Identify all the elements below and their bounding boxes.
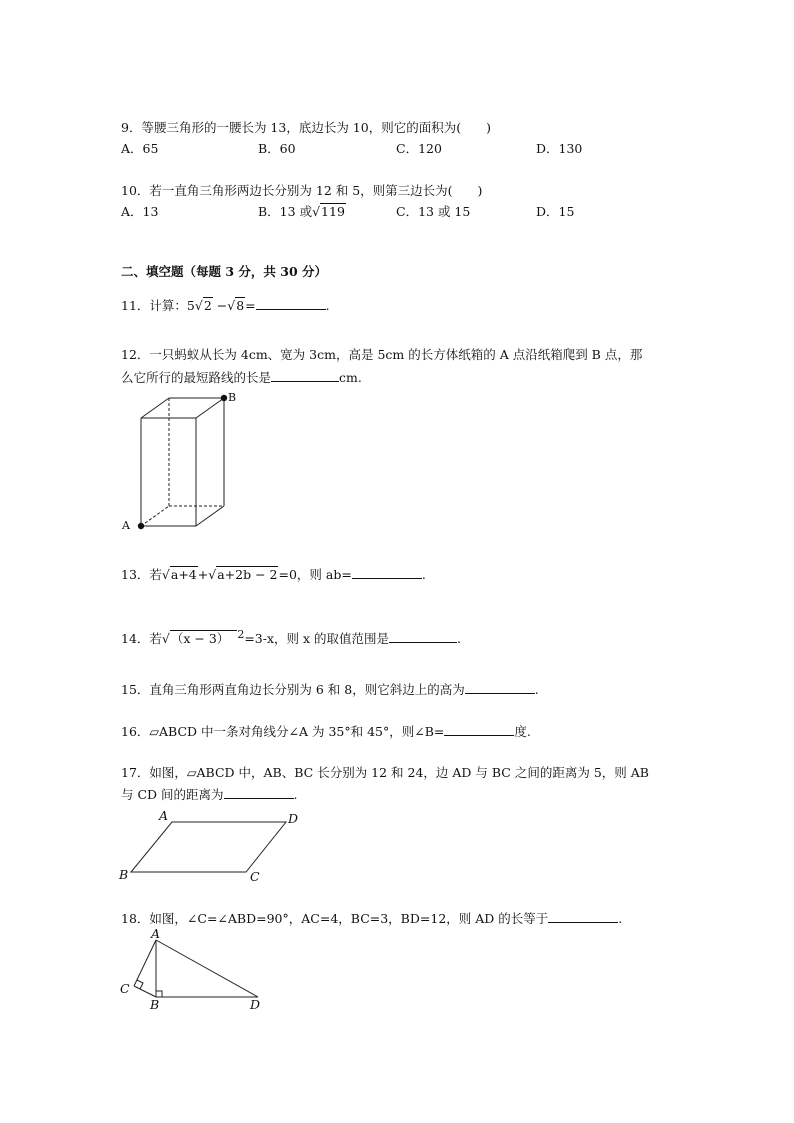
q17-end: . (293, 787, 298, 802)
q17-label-a: A (159, 808, 169, 823)
q11-radicand-2: 8 (236, 298, 245, 313)
q12-line-1: 12．一只蚂蚁从长为 4cm、宽为 3cm，高是 5cm 的长方体纸箱的 A 点沿纸箱爬到 B 点，那 (121, 347, 643, 362)
q14-answer-blank[interactable] (389, 630, 457, 643)
q17-label-b: B (119, 867, 129, 882)
q15-end: . (534, 682, 539, 697)
section-title: 二、填空题（每题 3 分，共 30 分） (121, 264, 328, 279)
q13-plus: + (197, 567, 209, 582)
q10-option-d: D．15 (536, 204, 575, 219)
q17-line-2-prefix: 与 CD 间的距离为 (121, 787, 224, 802)
box-hidden-edge (141, 506, 169, 526)
q16-end: 度. (514, 724, 531, 739)
box-edge (196, 398, 224, 418)
q18-label-c: C (120, 981, 130, 996)
q15-answer-blank[interactable] (465, 681, 535, 694)
q12-answer-blank[interactable] (271, 369, 339, 382)
parallelogram-shape (131, 822, 286, 872)
sqrt-sign: √ (227, 298, 236, 313)
q10-stem: 10．若一直角三角形两边长分别为 12 和 5，则第三边长为( ) (121, 183, 483, 198)
q12-label-a: A (122, 519, 130, 532)
q12-line-2 (121, 369, 362, 386)
q9-option-b: B．60 (258, 141, 296, 156)
q11-answer-blank[interactable] (256, 297, 326, 310)
q18-end: . (618, 911, 623, 926)
q9-option-c: C．120 (396, 141, 442, 156)
q11-radicand-1: 2 (203, 298, 212, 313)
q16 (121, 723, 531, 740)
q14-exponent: 2 (237, 628, 245, 641)
q18-label-d: D (250, 997, 261, 1012)
box-edge (141, 398, 169, 418)
q10-option-a: A．13 (121, 204, 159, 219)
q14 (121, 627, 461, 647)
q11-minus: − (216, 298, 228, 313)
sqrt-sign: √ (161, 567, 170, 582)
q17-answer-blank[interactable] (224, 786, 294, 799)
q11-equals: = (245, 298, 256, 313)
segment-cb (134, 986, 156, 997)
q13-radicand-2: a+2b − 2 (217, 567, 278, 582)
q18-label-b: B (150, 997, 160, 1012)
q13-radicand-1: a+4 (170, 567, 197, 582)
q16-answer-blank[interactable] (444, 723, 514, 736)
q10-option-b-prefix: B．13 或 (258, 204, 313, 219)
q9-stem: 9．等腰三角形的一腰长为 13，底边长为 10，则它的面积为( ) (121, 120, 491, 135)
q15 (121, 681, 539, 698)
q9-option-d: D．130 (536, 141, 583, 156)
q13 (121, 566, 426, 583)
sqrt-sign: √ (194, 298, 203, 313)
right-angle-c (137, 980, 143, 989)
q12-unit: cm. (339, 370, 362, 385)
q17-line-2 (121, 786, 298, 803)
q10-option-b (258, 204, 346, 220)
q11-coef: 5 (186, 298, 195, 313)
q18-answer-blank[interactable] (548, 910, 618, 923)
q15-text: 15．直角三角形两直角边长分别为 6 和 8，则它斜边上的高为 (121, 682, 465, 697)
sqrt-sign: √ (208, 567, 217, 582)
q13-equation: =0，则 ab= (278, 567, 352, 582)
q13-end: . (421, 567, 426, 582)
q13-answer-blank[interactable] (352, 566, 422, 579)
point-a-marker (138, 523, 144, 529)
q18-text: 18．如图，∠C=∠ABD=90°，AC=4，BC=3，BD=12，则 AD 的长等于 (121, 911, 549, 926)
q9-option-a: A．65 (121, 141, 159, 156)
sqrt-sign: √ (312, 204, 321, 219)
q14-end: . (457, 631, 461, 647)
segment-ac (134, 940, 156, 986)
point-b-marker (221, 395, 227, 401)
q11-prefix: 11．计算： (121, 298, 187, 313)
q10-option-b-radicand: 119 (321, 204, 345, 219)
sqrt-sign: √ (161, 631, 170, 647)
q18 (121, 910, 622, 927)
box-edge (196, 506, 224, 526)
q18-label-a: A (151, 926, 161, 941)
q10-option-c: C．13 或 15 (396, 204, 471, 219)
q14-prefix: 14．若 (121, 631, 162, 647)
q11 (121, 297, 330, 314)
q16-text: 16．▱ABCD 中一条对角线分∠A 为 35°和 45°，则∠B= (121, 724, 445, 739)
segment-ad (156, 940, 258, 997)
q17-label-d: D (288, 811, 299, 826)
q12-line-2-prefix: 么它所行的最短路线的长是 (121, 370, 272, 385)
q12-label-b: B (228, 391, 237, 404)
q17-label-c: C (250, 869, 260, 884)
q17-line-1: 17．如图，▱ABCD 中，AB、BC 长分别为 12 和 24，边 AD 与 BC 之间的距离为 5，则 AB (121, 765, 649, 780)
q11-end: . (325, 298, 330, 313)
q14-radicand: （x − 3） (170, 630, 237, 646)
q14-equation: =3-x，则 x 的取值范围是 (244, 631, 390, 647)
q13-prefix: 13．若 (121, 567, 162, 582)
